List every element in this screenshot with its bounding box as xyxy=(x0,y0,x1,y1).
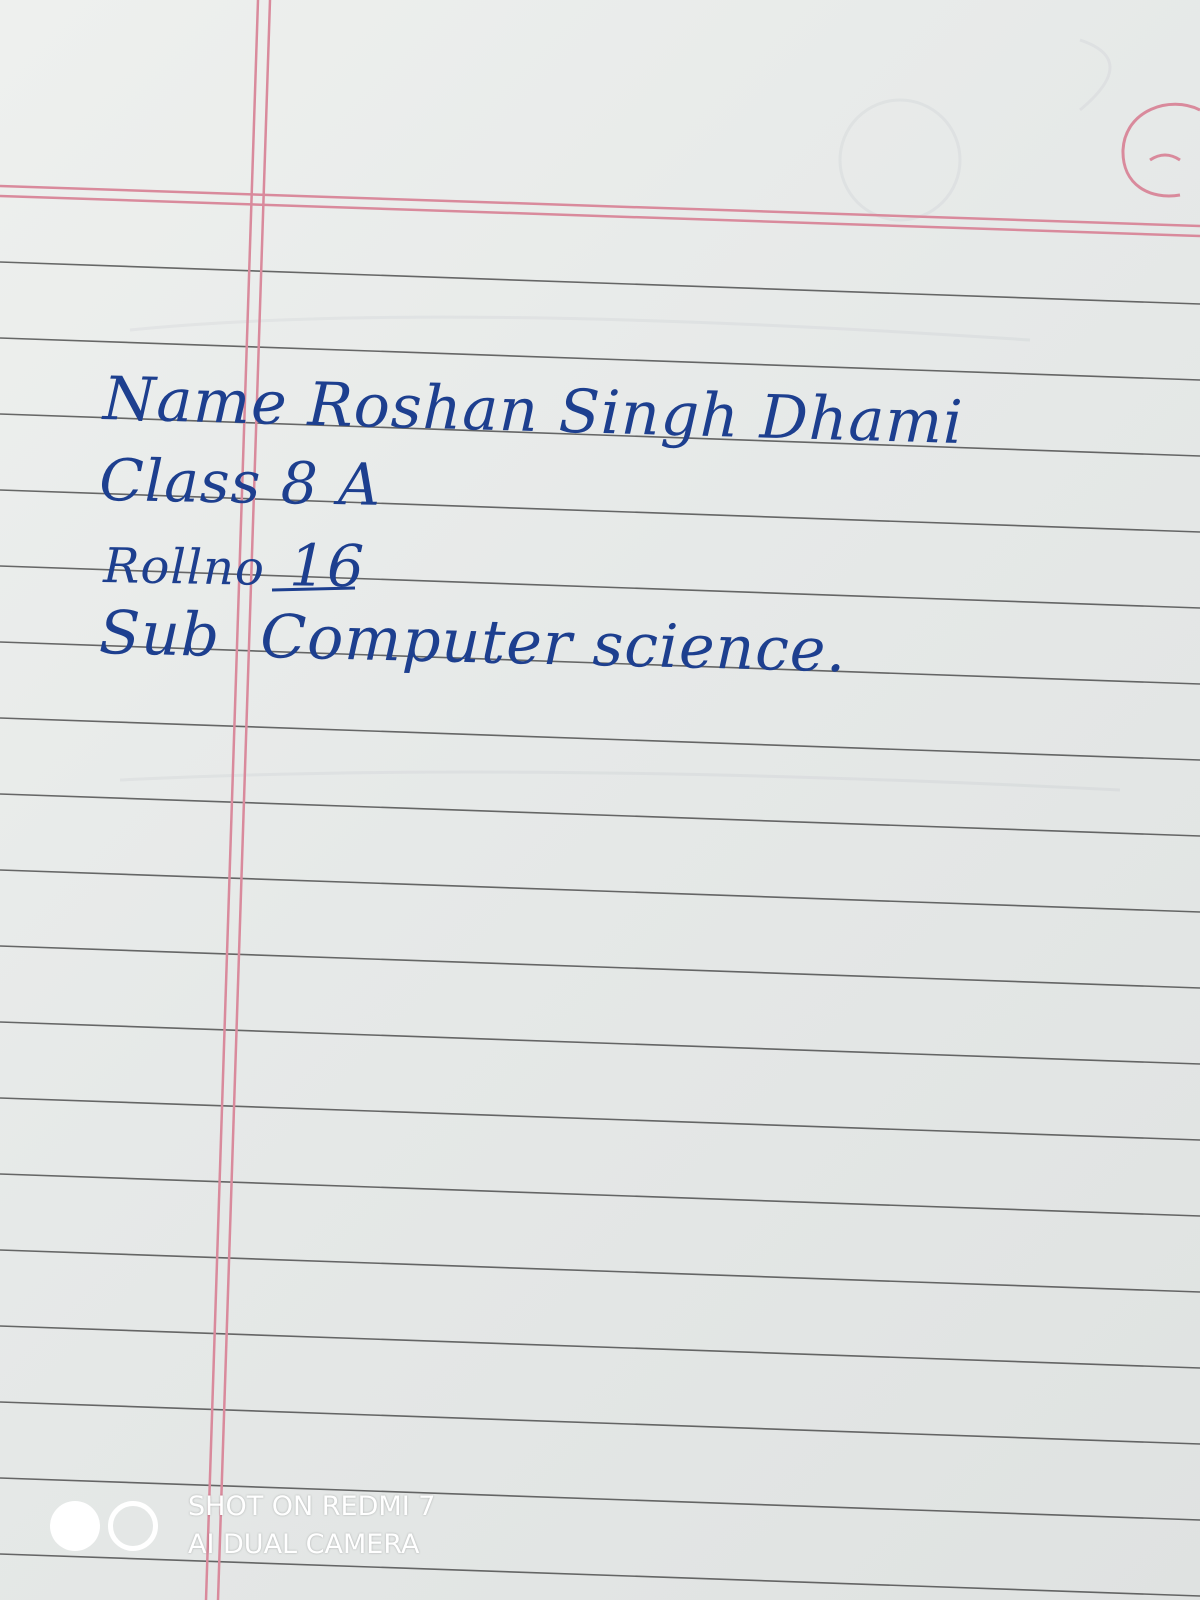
subject-value: Computer science. xyxy=(259,601,848,687)
class-line xyxy=(99,446,382,519)
ruled-line xyxy=(0,1326,1200,1368)
left-margin-line xyxy=(206,0,270,1600)
ruled-line xyxy=(0,1174,1200,1216)
ruled-line xyxy=(0,1402,1200,1444)
subject-label: Sub xyxy=(98,598,222,671)
class-label: Class xyxy=(98,446,263,517)
header-margin-line xyxy=(0,186,1200,236)
watermark-line-2: AI DUAL CAMERA xyxy=(188,1529,420,1560)
ruled-line xyxy=(0,1250,1200,1292)
name-value: Roshan Singh Dhami xyxy=(306,369,965,459)
ruled-line xyxy=(0,946,1200,988)
name-label: Name xyxy=(102,364,289,440)
camera-watermark xyxy=(50,1488,435,1564)
ruled-line xyxy=(0,870,1200,912)
camera-dot-filled-icon xyxy=(50,1501,100,1551)
ruled-line xyxy=(0,718,1200,760)
ruled-line xyxy=(0,1098,1200,1140)
watermark-text xyxy=(188,1488,435,1564)
roll-number-value: 16 xyxy=(288,531,366,601)
ruled-line xyxy=(0,1022,1200,1064)
camera-dot-ring-icon xyxy=(108,1501,158,1551)
ruled-line xyxy=(0,794,1200,836)
roll-number-line xyxy=(103,528,366,601)
roll-number-label: Rollno xyxy=(102,537,266,597)
ruled-line xyxy=(0,262,1200,304)
page-number-circle xyxy=(1123,104,1200,196)
class-value: 8 A xyxy=(280,449,382,519)
watermark-line-1: SHOT ON REDMI 7 xyxy=(188,1491,436,1522)
